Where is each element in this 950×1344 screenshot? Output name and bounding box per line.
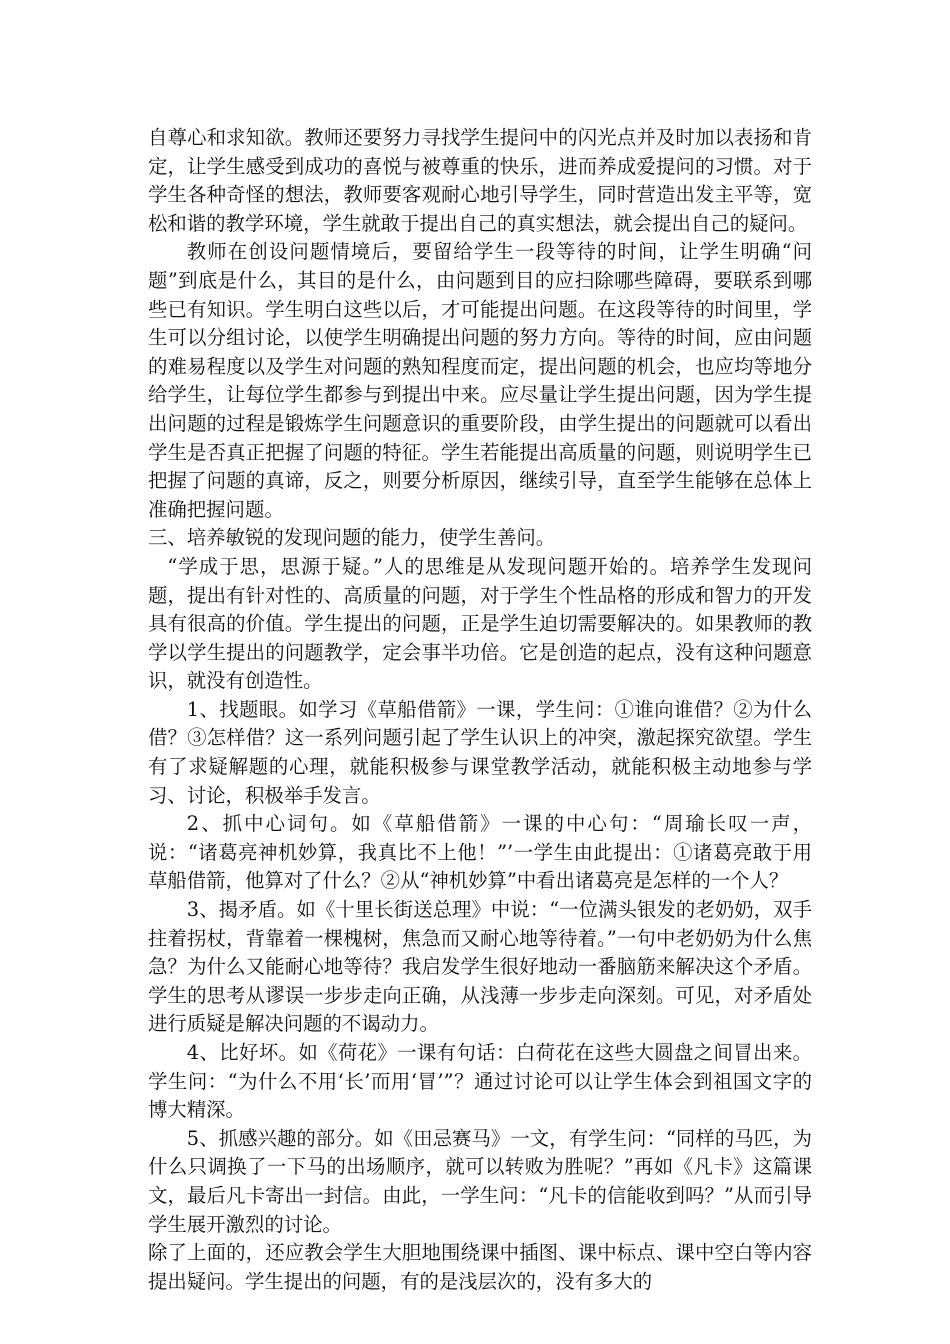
paragraph-waiting-time: 教师在创设问题情境后，要留给学生一段等待的时间，让学生明确“问题”到底是什么，其目的是什么，由问题到目的应扫除哪些障碍，要联系到哪些已有知识。学生明白这些以后，才可能提出问题。在这段等待的时间里，学生可以分组讨论，以使学生明确提出问题的努力方向。等待的时间，应由问题的难易程度以及学生对问题的熟知程度而定，提出问题的机会，也应均等地分给学生，让每位学生都参与到提出中来。应尽量让学生提出问题，因为学生提出问题的过程是锻炼学生问题意识的重要阶段，由学生提出的问题就可以看出学生是否真正把握了问题的特征。学生若能提出高质量的问题，则说明学生已把握了问题的真谛，反之，则要分析原因，继续引导，直至学生能够在总体上准确把握问题。 [148, 240, 812, 521]
paragraph-continuation: 自尊心和求知欲。教师还要努力寻找学生提问中的闪光点并及时加以表扬和肯定，让学生感受到成功的喜悦与被尊重的快乐，进而养成爱提问的习惯。对于学生各种奇怪的想法，教师要客观耐心地引导学生，同时营造出发主平等，宽松和谐的教学环境，学生就敢于提出自己的真实想法，就会提出自己的疑问。 [148, 126, 812, 235]
list-item-4: 4、比好坏。如《荷花》一课有句话：白荷花在这些大圆盘之间冒出来。学生问：“为什么不用‘长’而用‘冒’”？通过讨论可以让学生体会到祖国文字的博大精深。 [148, 1041, 812, 1122]
document-page [148, 124, 812, 1296]
paragraph-quote-intro: “学成于思，思源于疑。”人的思维是从发现问题开始的。培养学生发现问题，提出有针对性的、高质量的问题，对于学生个性品格的形成和智力的开发具有很高的价值。学生提出的问题，正是学生迫切需要解决的。如果教师的教学以学生提出的问题教学，定会事半功倍。它是创造的起点，没有这种问题意识，就没有创造性。 [148, 554, 812, 693]
paragraph-closing: 除了上面的，还应教会学生大胆地围绕课中插图、课中标点、课中空白等内容提出疑问。学生提出的问题，有的是浅层次的，没有多大的 [148, 1241, 812, 1293]
list-item-5: 5、抓感兴趣的部分。如《田忌赛马》一文，有学生问：“同样的马匹，为什么只调换了一下马的出场顺序，就可以转败为胜呢？”再如《凡卡》这篇课文，最后凡卡寄出一封信。由此，一学生问：“凡卡的信能收到吗？”从而引导学生展开激烈的讨论。 [148, 1126, 812, 1236]
list-item-2: 2、抓中心词句。如《草船借箭》一课的中心句：“周瑜长叹一声，说：“诸葛亮神机妙算，我真比不上他！”’一学生由此提出：①诸葛亮敢于用草船借箭，他算对了什么？②从“神机妙算”中看出诸葛亮是怎样的一个人？ [148, 812, 812, 893]
list-item-1: 1、找题眼。如学习《草船借箭》一课，学生问：①谁向谁借？②为什么借？③怎样借？这一系列问题引起了学生认识上的冲突，激起探究欲望。学生有了求疑解题的心理，就能积极参与课堂教学活动，就能积极主动地参与学习、讨论，积极举手发言。 [148, 697, 812, 807]
section-heading-3: 三、培养敏锐的发现问题的能力，使学生善问。 [148, 526, 556, 550]
list-item-3: 3、揭矛盾。如《十里长街送总理》中说：“一位满头银发的老奶奶，双手拄着拐杖，背靠着一棵槐树，焦急而又耐心地等待着。”一句中老奶奶为什么焦急？为什么又能耐心地等待？我启发学生很好地动一番脑筋来解决这个矛盾。学生的思考从谬误一步步走向正确，从浅薄一步步走向深刻。可见，对矛盾处进行质疑是解决问题的不谒动力。 [148, 898, 812, 1036]
